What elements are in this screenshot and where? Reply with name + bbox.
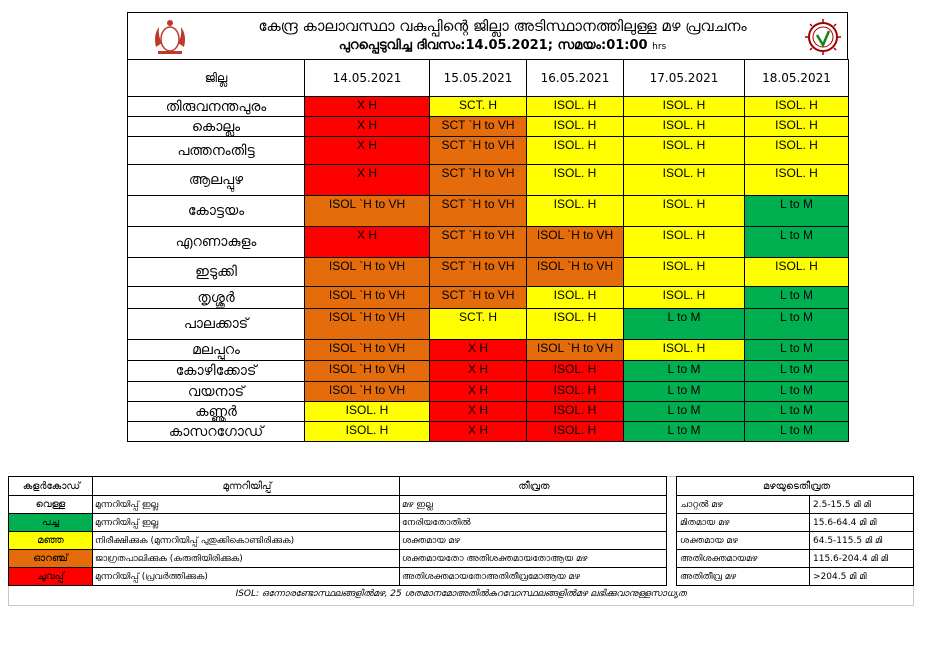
- color-swatch: വെള്ള: [9, 496, 93, 514]
- forecast-cell: L to M: [745, 309, 849, 340]
- forecast-cell: X H: [305, 117, 430, 137]
- forecast-cell: ISOL. H: [624, 97, 745, 117]
- rain-category: ശക്തമായ മഴ: [677, 532, 810, 550]
- rain-intensity-row: [677, 532, 914, 550]
- district-name: ആലപ്പുഴ: [128, 165, 305, 196]
- forecast-cell: X H: [305, 165, 430, 196]
- forecast-cell: X H: [430, 382, 527, 402]
- forecast-cell: ISOL. H: [527, 422, 624, 442]
- rain-range: 2.5-15.5 മി മി: [810, 496, 914, 514]
- forecast-cell: ISOL. H: [527, 97, 624, 117]
- forecast-cell: ISOL. H: [305, 402, 430, 422]
- forecast-cell: L to M: [624, 422, 745, 442]
- district-name: കോഴിക്കോട്: [128, 361, 305, 382]
- rain-category: അതിതീവ്ര മഴ: [677, 568, 810, 586]
- forecast-cell: L to M: [745, 382, 849, 402]
- forecast-row: [128, 117, 849, 137]
- forecast-cell: SCT `H to VH: [430, 287, 527, 309]
- forecast-cell: X H: [430, 340, 527, 361]
- rain-category: അതിശക്തമായമഴ: [677, 550, 810, 568]
- forecast-row: [128, 309, 849, 340]
- district-name: കാസറഗോഡ്: [128, 422, 305, 442]
- forecast-row: [128, 422, 849, 442]
- forecast-cell: ISOL. H: [527, 382, 624, 402]
- forecast-row: [128, 97, 849, 117]
- rain-range: 64.5-115.5 മി മി: [810, 532, 914, 550]
- intensity-text: നേരിയതോതിൽ: [400, 514, 667, 532]
- legend-row: [9, 514, 667, 532]
- warning-text: ജാഗ്രതപാലിക്കുക (കരുതിയിരിക്കുക): [93, 550, 400, 568]
- color-swatch: ചുവപ്പ്: [9, 568, 93, 586]
- forecast-cell: ISOL `H to VH: [305, 340, 430, 361]
- forecast-cell: ISOL. H: [527, 361, 624, 382]
- page-title: കേന്ദ്ര കാലാവസ്ഥാ വകുപ്പിന്റെ ജില്ലാ അടിസ്ഥാനത്തിലുള്ള മഴ പ്രവചനം: [258, 17, 747, 35]
- forecast-cell: ISOL `H to VH: [305, 309, 430, 340]
- forecast-cell: SCT. H: [430, 97, 527, 117]
- forecast-cell: ISOL. H: [624, 287, 745, 309]
- forecast-table: [127, 59, 849, 442]
- forecast-cell: ISOL. H: [527, 287, 624, 309]
- rain-range: 115.6-204.4 മി മി: [810, 550, 914, 568]
- forecast-cell: SCT `H to VH: [430, 227, 527, 258]
- forecast-cell: L to M: [624, 361, 745, 382]
- warning-text: നിരീക്ഷിക്കുക (മുന്നറിയിപ്പ് പുതുക്കികൊണ്ടിരിക്കുക): [93, 532, 400, 550]
- forecast-cell: ISOL `H to VH: [305, 258, 430, 287]
- forecast-cell: ISOL. H: [527, 196, 624, 227]
- kerala-emblem-icon: [150, 17, 190, 57]
- district-name: എറണാകുളം: [128, 227, 305, 258]
- forecast-cell: ISOL. H: [624, 258, 745, 287]
- forecast-cell: X H: [305, 137, 430, 165]
- forecast-row: [128, 382, 849, 402]
- district-name: പത്തനംതിട്ട: [128, 137, 305, 165]
- forecast-cell: ISOL `H to VH: [527, 258, 624, 287]
- imd-logo-icon: [803, 17, 843, 57]
- warning-text: മുന്നറിയിപ്പ് ഇല്ല: [93, 496, 400, 514]
- rain-intensity-row: [677, 496, 914, 514]
- district-name: മലപ്പുറം: [128, 340, 305, 361]
- color-swatch: മഞ്ഞ: [9, 532, 93, 550]
- warning-text: മുന്നറിയിപ്പ് (പ്രവർത്തിക്കുക): [93, 568, 400, 586]
- forecast-row: [128, 258, 849, 287]
- forecast-cell: SCT `H to VH: [430, 117, 527, 137]
- issued-datetime: പുറപ്പെടുവിച്ച ദിവസം:14.05.2021; സമയം:01:00 hrs: [338, 38, 667, 53]
- forecast-cell: L to M: [745, 422, 849, 442]
- forecast-cell: ISOL. H: [527, 117, 624, 137]
- district-name: കണ്ണൂർ: [128, 402, 305, 422]
- forecast-cell: X H: [430, 402, 527, 422]
- rain-intensity-table: [676, 476, 914, 586]
- rain-intensity-header-row: [677, 477, 914, 496]
- forecast-cell: ISOL. H: [527, 402, 624, 422]
- date-column-header: 15.05.2021: [430, 60, 527, 97]
- forecast-cell: L to M: [624, 382, 745, 402]
- legend-header-row: [9, 477, 667, 496]
- forecast-cell: ISOL `H to VH: [305, 287, 430, 309]
- intensity-text: ശക്തമായതോ അതിശക്തമായതോആയ മഴ: [400, 550, 667, 568]
- forecast-row: [128, 287, 849, 309]
- forecast-cell: L to M: [745, 340, 849, 361]
- date-column-header: 17.05.2021: [624, 60, 745, 97]
- rain-intensity-row: [677, 550, 914, 568]
- forecast-cell: ISOL. H: [624, 227, 745, 258]
- district-name: തൃശ്ശൂർ: [128, 287, 305, 309]
- warning-text: മുന്നറിയിപ്പ് ഇല്ല: [93, 514, 400, 532]
- district-name: കൊല്ലം: [128, 117, 305, 137]
- legend-row: [9, 568, 667, 586]
- forecast-cell: L to M: [745, 361, 849, 382]
- forecast-cell: ISOL `H to VH: [305, 361, 430, 382]
- forecast-cell: ISOL. H: [745, 165, 849, 196]
- forecast-cell: ISOL. H: [745, 258, 849, 287]
- forecast-cell: ISOL. H: [305, 422, 430, 442]
- forecast-cell: SCT `H to VH: [430, 165, 527, 196]
- district-name: കോട്ടയം: [128, 196, 305, 227]
- legend-row: [9, 550, 667, 568]
- forecast-cell: X H: [305, 97, 430, 117]
- date-column-header: 14.05.2021: [305, 60, 430, 97]
- forecast-header: [127, 12, 848, 60]
- forecast-cell: SCT. H: [430, 309, 527, 340]
- forecast-row: [128, 227, 849, 258]
- forecast-row: [128, 137, 849, 165]
- forecast-cell: SCT `H to VH: [430, 196, 527, 227]
- forecast-cell: ISOL. H: [527, 137, 624, 165]
- forecast-cell: SCT `H to VH: [430, 258, 527, 287]
- forecast-cell: X H: [430, 422, 527, 442]
- rain-intensity-row: [677, 568, 914, 586]
- intensity-text: മഴ ഇല്ല: [400, 496, 667, 514]
- forecast-cell: ISOL `H to VH: [305, 196, 430, 227]
- forecast-header-row: [128, 60, 849, 97]
- date-column-header: 16.05.2021: [527, 60, 624, 97]
- color-swatch: പച്ച: [9, 514, 93, 532]
- forecast-row: [128, 340, 849, 361]
- forecast-row: [128, 402, 849, 422]
- color-code-header: കളർകോഡ്: [9, 477, 93, 496]
- forecast-cell: L to M: [624, 309, 745, 340]
- district-name: ഇടുക്കി: [128, 258, 305, 287]
- forecast-cell: X H: [430, 361, 527, 382]
- date-column-header: 18.05.2021: [745, 60, 849, 97]
- intensity-header: തീവ്രത: [400, 477, 667, 496]
- forecast-cell: SCT `H to VH: [430, 137, 527, 165]
- forecast-cell: L to M: [624, 402, 745, 422]
- rain-range: 15.6-64.4 മി മി: [810, 514, 914, 532]
- rain-category: ചാറ്റൽ മഴ: [677, 496, 810, 514]
- forecast-cell: L to M: [745, 196, 849, 227]
- footnote: ISOL: ഒന്നോരണ്ടോസ്ഥലങ്ങളിൽമഴ, 25 ശതമാനമോഅതിൽകുറവോസ്ഥലങ്ങളിൽമഴ ലഭിക്കുവാനുള്ളസാധ്യത: [235, 589, 687, 599]
- district-name: തിരുവനന്തപുരം: [128, 97, 305, 117]
- forecast-row: [128, 165, 849, 196]
- forecast-cell: ISOL. H: [745, 97, 849, 117]
- legend-row: [9, 496, 667, 514]
- color-swatch: ഓറഞ്ച്: [9, 550, 93, 568]
- forecast-cell: ISOL. H: [745, 137, 849, 165]
- rain-range: >204.5 മി മി: [810, 568, 914, 586]
- forecast-row: [128, 196, 849, 227]
- intensity-text: അതിശക്തമായതോഅതിതീവ്രമോആയ മഴ: [400, 568, 667, 586]
- forecast-cell: ISOL. H: [624, 196, 745, 227]
- forecast-cell: L to M: [745, 402, 849, 422]
- rain-intensity-header: മഴയുടെതീവ്രത: [677, 477, 914, 496]
- color-code-legend-table: [8, 476, 667, 586]
- forecast-cell: ISOL. H: [624, 137, 745, 165]
- rain-category: മിതമായ മഴ: [677, 514, 810, 532]
- forecast-cell: ISOL. H: [624, 165, 745, 196]
- forecast-cell: ISOL. H: [527, 309, 624, 340]
- forecast-cell: ISOL. H: [527, 165, 624, 196]
- legend-row: [9, 532, 667, 550]
- forecast-cell: X H: [305, 227, 430, 258]
- district-name: വയനാട്: [128, 382, 305, 402]
- rain-intensity-row: [677, 514, 914, 532]
- forecast-cell: ISOL. H: [624, 340, 745, 361]
- warning-header: മുന്നറിയിപ്പ്: [93, 477, 400, 496]
- forecast-row: [128, 361, 849, 382]
- forecast-cell: L to M: [745, 227, 849, 258]
- forecast-cell: ISOL `H to VH: [305, 382, 430, 402]
- forecast-cell: ISOL `H to VH: [527, 227, 624, 258]
- forecast-cell: ISOL. H: [624, 117, 745, 137]
- district-name: പാലക്കാട്: [128, 309, 305, 340]
- forecast-cell: ISOL `H to VH: [527, 340, 624, 361]
- district-column-header: ജില്ല: [128, 60, 305, 97]
- intensity-text: ശക്തമായ മഴ: [400, 532, 667, 550]
- forecast-cell: ISOL. H: [745, 117, 849, 137]
- forecast-cell: L to M: [745, 287, 849, 309]
